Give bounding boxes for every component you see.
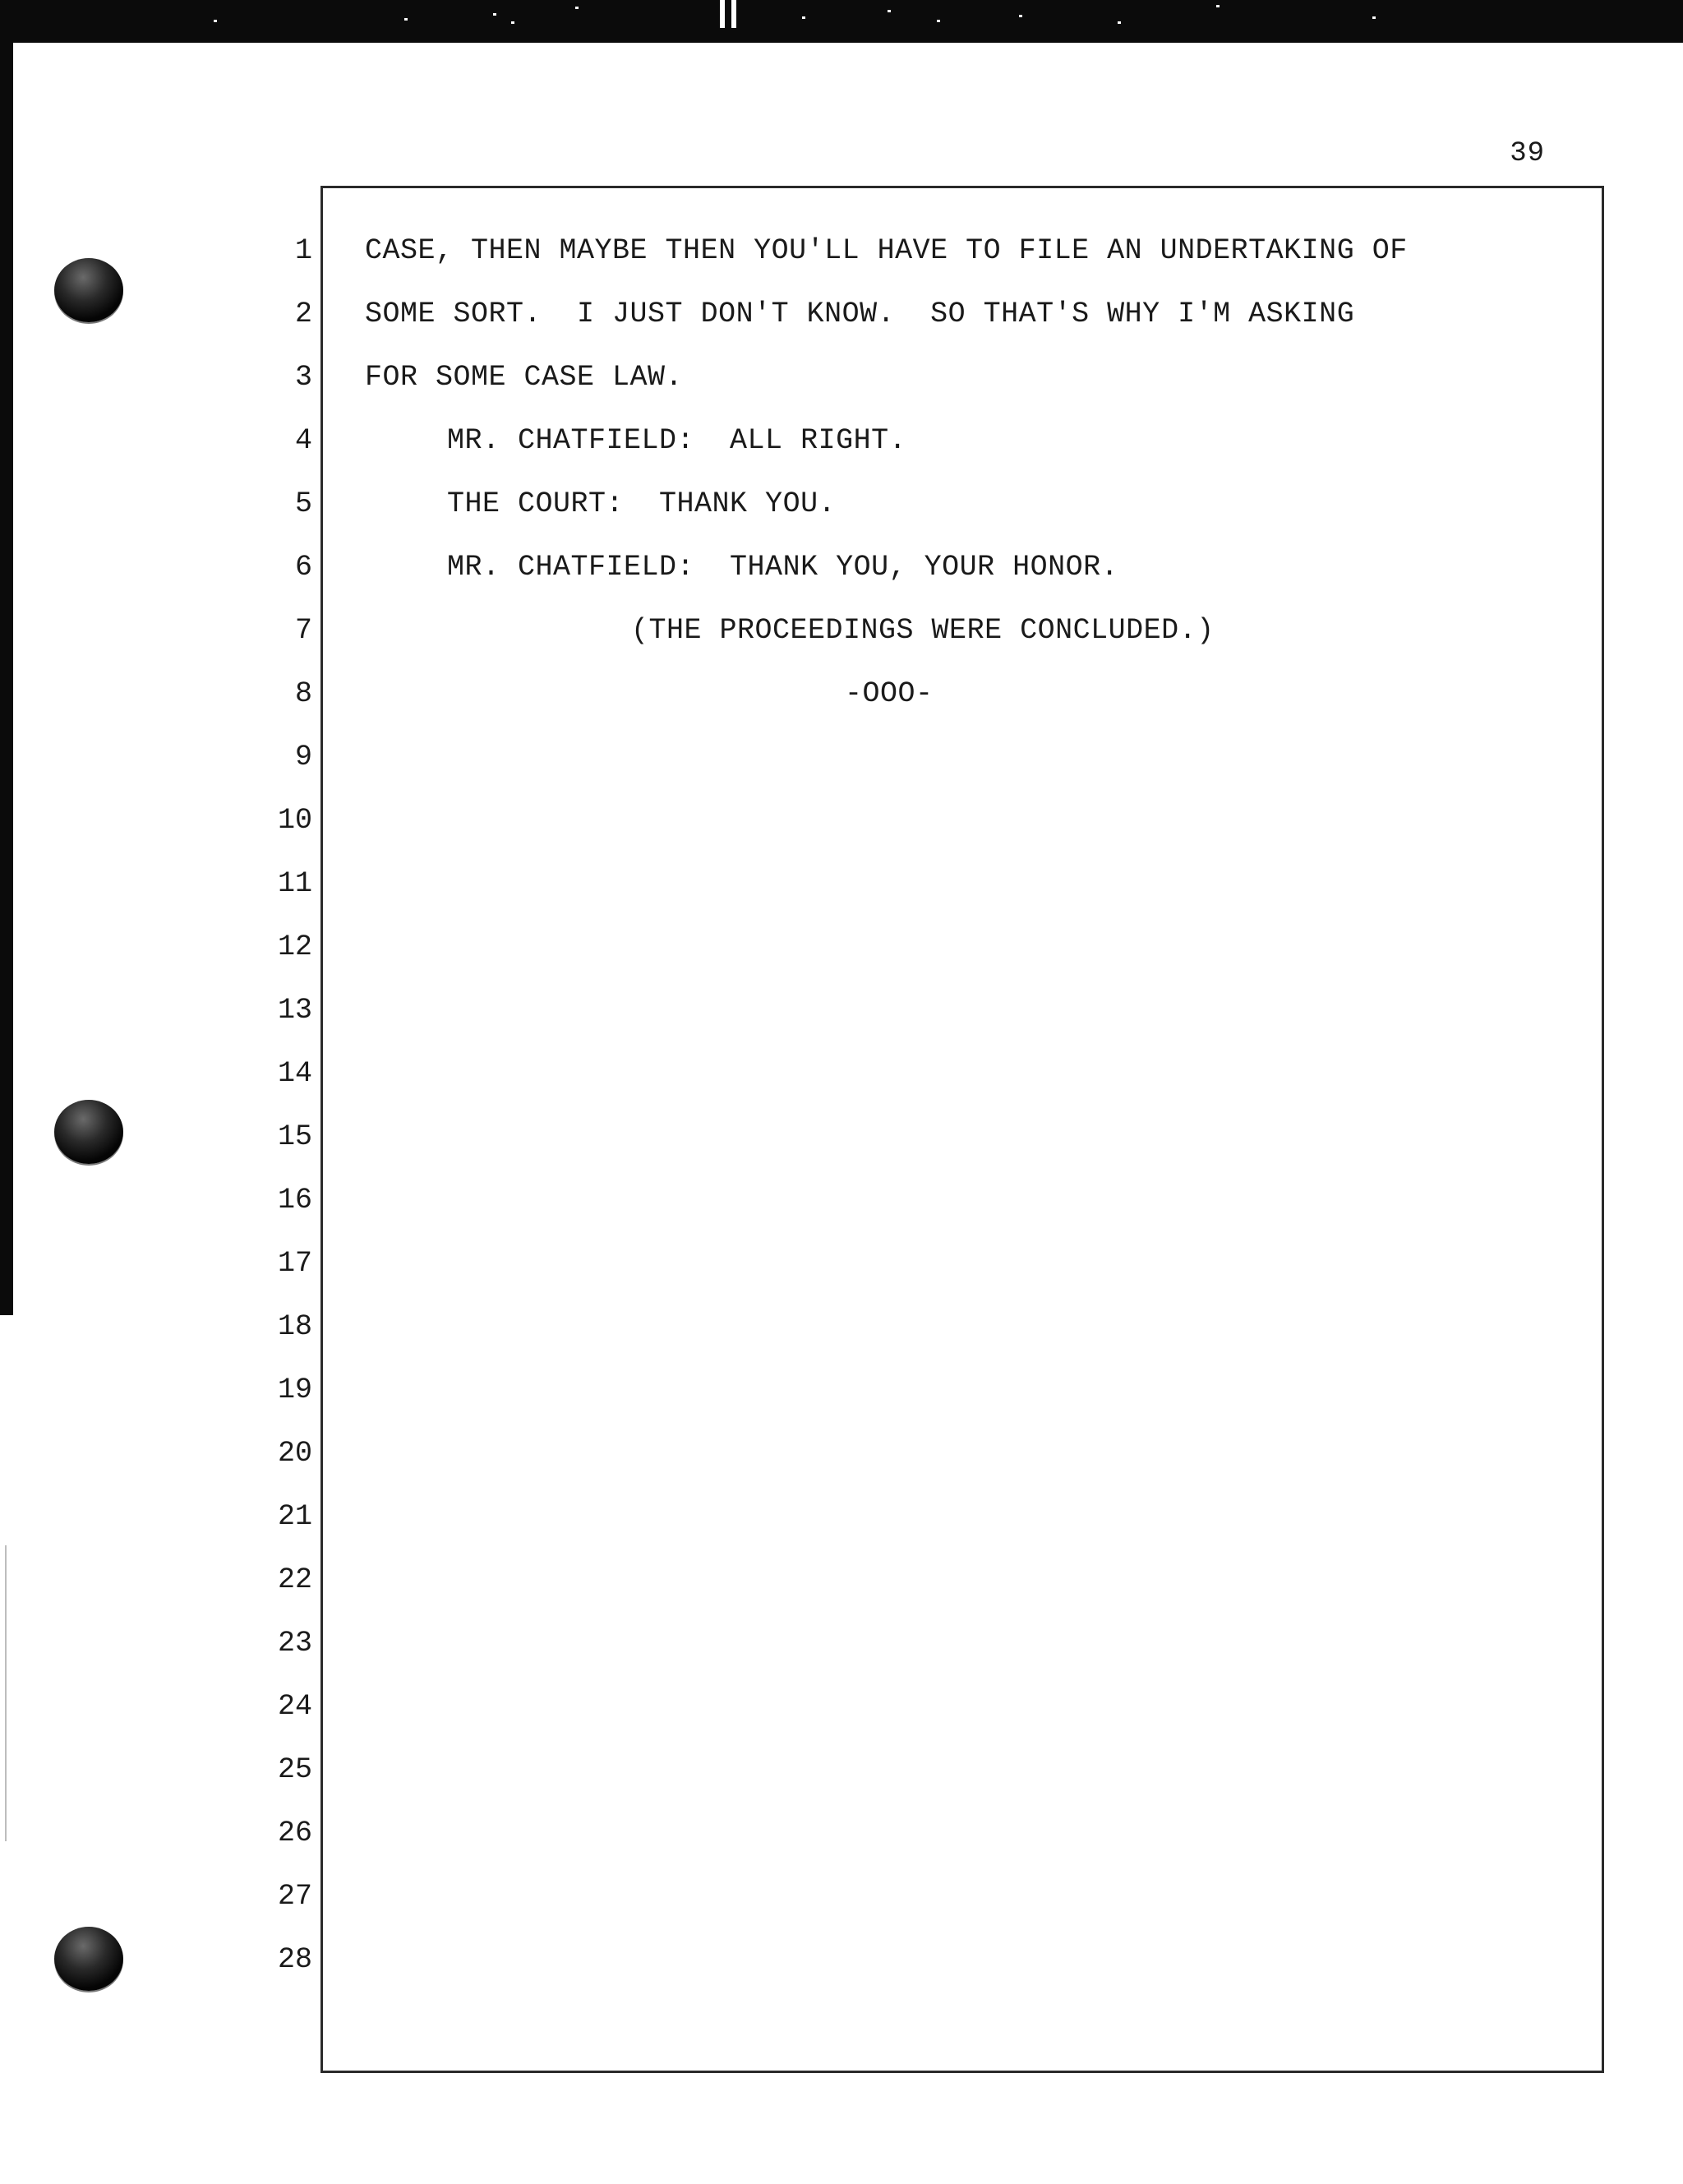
scan-speck xyxy=(1019,15,1022,17)
scan-border-top xyxy=(0,0,1683,43)
line-number: 26 xyxy=(277,1817,312,1849)
line-number: 8 xyxy=(294,677,312,710)
scan-speck xyxy=(1118,21,1121,24)
scan-speck xyxy=(511,21,514,24)
transcript-frame xyxy=(320,186,1604,2073)
line-number: 7 xyxy=(294,614,312,647)
line-number: 19 xyxy=(277,1374,312,1406)
line-text: SOME SORT. I JUST DON'T KNOW. SO THAT'S WHY I'M ASKING xyxy=(365,298,1355,330)
line-number: 17 xyxy=(277,1247,312,1280)
line-number: 20 xyxy=(277,1437,312,1470)
line-text: FOR SOME CASE LAW. xyxy=(365,361,684,394)
line-number: 15 xyxy=(277,1120,312,1153)
line-number: 1 xyxy=(294,234,312,267)
line-number: 22 xyxy=(277,1563,312,1596)
line-number: 18 xyxy=(277,1310,312,1343)
line-text: CASE, THEN MAYBE THEN YOU'LL HAVE TO FILE AN UNDERTAKING OF xyxy=(365,234,1408,267)
line-number: 11 xyxy=(277,867,312,900)
line-number: 13 xyxy=(277,994,312,1027)
scan-gap xyxy=(720,0,725,28)
line-number: 27 xyxy=(277,1880,312,1913)
line-number: 14 xyxy=(277,1057,312,1090)
scan-speck xyxy=(575,7,579,9)
line-number: 16 xyxy=(277,1184,312,1217)
scan-speck xyxy=(937,20,940,22)
line-number: 28 xyxy=(277,1943,312,1976)
scan-speck xyxy=(802,16,805,19)
scan-speck xyxy=(493,13,496,16)
line-number: 4 xyxy=(294,424,312,457)
line-text: MR. CHATFIELD: ALL RIGHT. xyxy=(447,424,907,457)
line-number: 24 xyxy=(277,1690,312,1723)
line-number: 25 xyxy=(277,1753,312,1786)
line-number: 6 xyxy=(294,551,312,584)
scan-speck xyxy=(888,10,891,12)
line-number: 12 xyxy=(277,930,312,963)
scan-speck xyxy=(1216,5,1220,7)
line-number: 9 xyxy=(294,741,312,773)
line-number: 10 xyxy=(277,804,312,837)
scan-speck xyxy=(1372,16,1376,19)
scan-gap xyxy=(731,0,736,28)
scan-speck xyxy=(214,20,217,22)
line-text: -OOO- xyxy=(845,677,934,710)
line-number: 3 xyxy=(294,361,312,394)
line-text: (THE PROCEEDINGS WERE CONCLUDED.) xyxy=(631,614,1215,647)
scan-speck xyxy=(404,18,408,21)
line-number: 2 xyxy=(294,298,312,330)
line-text: MR. CHATFIELD: THANK YOU, YOUR HONOR. xyxy=(447,551,1119,584)
line-number: 21 xyxy=(277,1500,312,1533)
line-number: 23 xyxy=(277,1627,312,1660)
line-number: 5 xyxy=(294,487,312,520)
line-text: THE COURT: THANK YOU. xyxy=(447,487,837,520)
page-number: 39 xyxy=(1510,138,1545,169)
